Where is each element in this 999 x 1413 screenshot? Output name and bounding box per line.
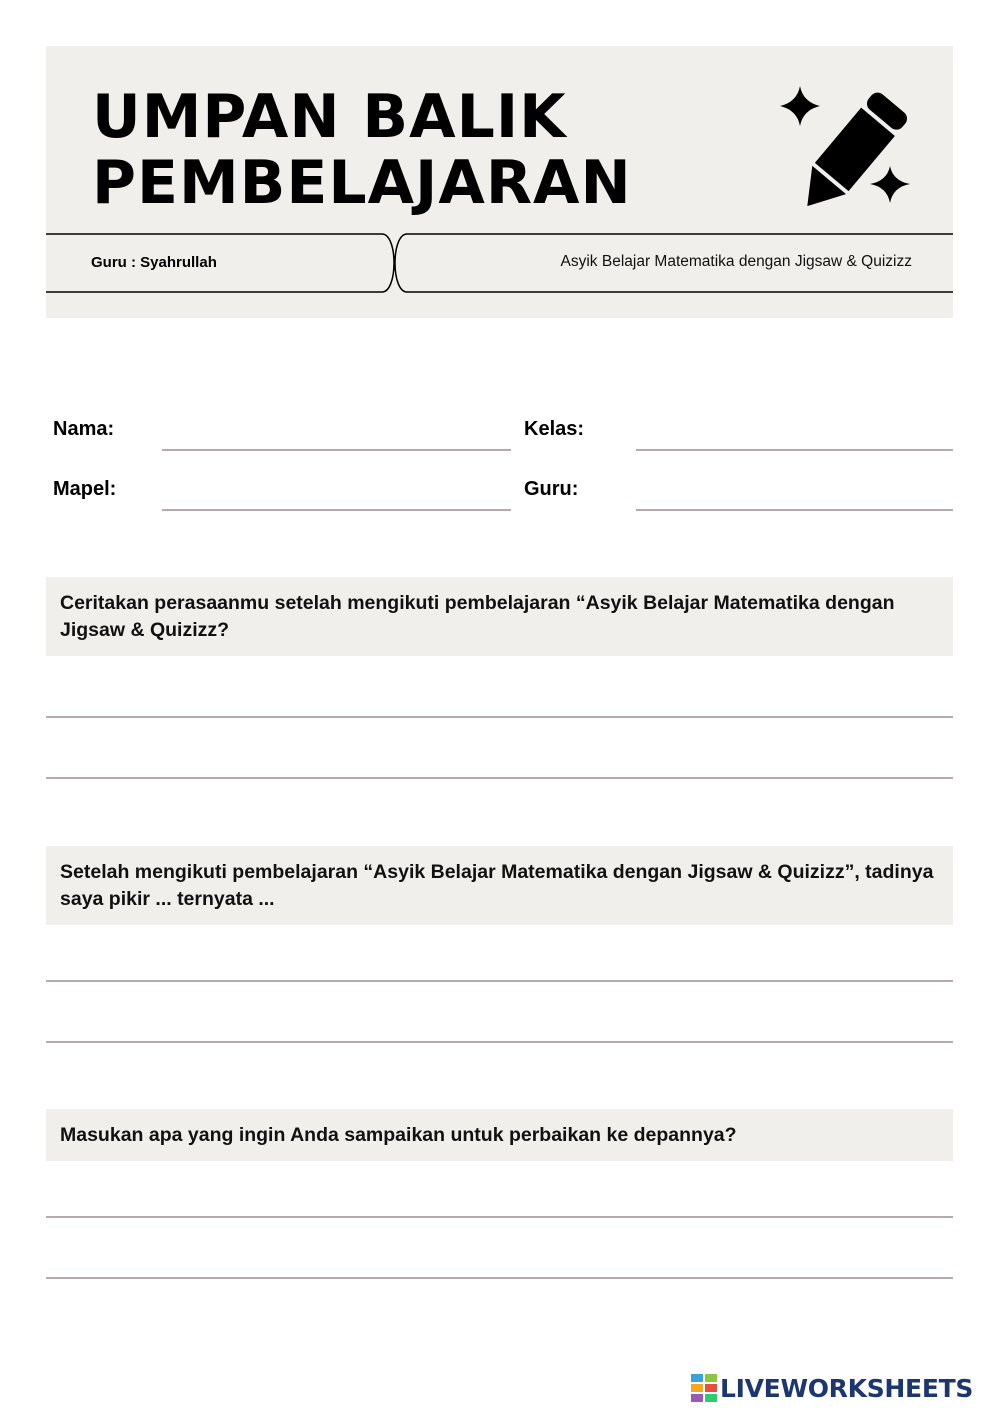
question-3-box bbox=[46, 1109, 953, 1161]
answer-3-line-1[interactable] bbox=[46, 1216, 953, 1218]
page-title bbox=[92, 84, 632, 216]
answer-1-line-2[interactable] bbox=[46, 777, 953, 779]
answer-2-line-1[interactable] bbox=[46, 980, 953, 982]
question-1-box bbox=[46, 577, 953, 656]
nama-input-line[interactable] bbox=[162, 449, 511, 451]
liveworksheets-logo-icon bbox=[691, 1374, 717, 1402]
liveworksheets-brand bbox=[691, 1372, 973, 1404]
question-3-text: Masukan apa yang ingin Anda sampaikan untuk perbaikan ke depannya? bbox=[60, 1124, 737, 1146]
lesson-topic: Asyik Belajar Matematika dengan Jigsaw & Quizizz bbox=[560, 253, 912, 270]
guru-label: Guru: bbox=[524, 478, 579, 500]
guru-input-line[interactable] bbox=[636, 509, 953, 511]
kelas-label: Kelas: bbox=[524, 418, 585, 440]
header-panel bbox=[46, 46, 953, 318]
answer-1-line-1[interactable] bbox=[46, 716, 953, 718]
kelas-input-line[interactable] bbox=[636, 449, 953, 451]
brand-name: LIVEWORKSHEETS bbox=[720, 1373, 974, 1403]
pencil-sparkle-icon bbox=[776, 82, 916, 216]
title-line-1: UMPAN BALIK bbox=[92, 82, 567, 152]
nama-label: Nama: bbox=[53, 418, 115, 440]
mapel-label: Mapel: bbox=[53, 478, 117, 500]
question-2-box bbox=[46, 846, 953, 925]
mapel-input-line[interactable] bbox=[162, 509, 511, 511]
question-2-text: Setelah mengikuti pembelajaran “Asyik Belajar Matematika dengan Jigsaw & Quizizz”, tadinya saya pikir ... ternyata ... bbox=[60, 861, 934, 910]
teacher-name: Guru : Syahrullah bbox=[91, 254, 217, 271]
info-band bbox=[46, 233, 953, 293]
answer-2-line-2[interactable] bbox=[46, 1041, 953, 1043]
answer-3-line-2[interactable] bbox=[46, 1277, 953, 1279]
question-1-text: Ceritakan perasaanmu setelah mengikuti pembelajaran “Asyik Belajar Matematika dengan Jigsaw & Quizizz? bbox=[60, 592, 895, 641]
title-line-2: PEMBELAJARAN bbox=[92, 148, 632, 218]
